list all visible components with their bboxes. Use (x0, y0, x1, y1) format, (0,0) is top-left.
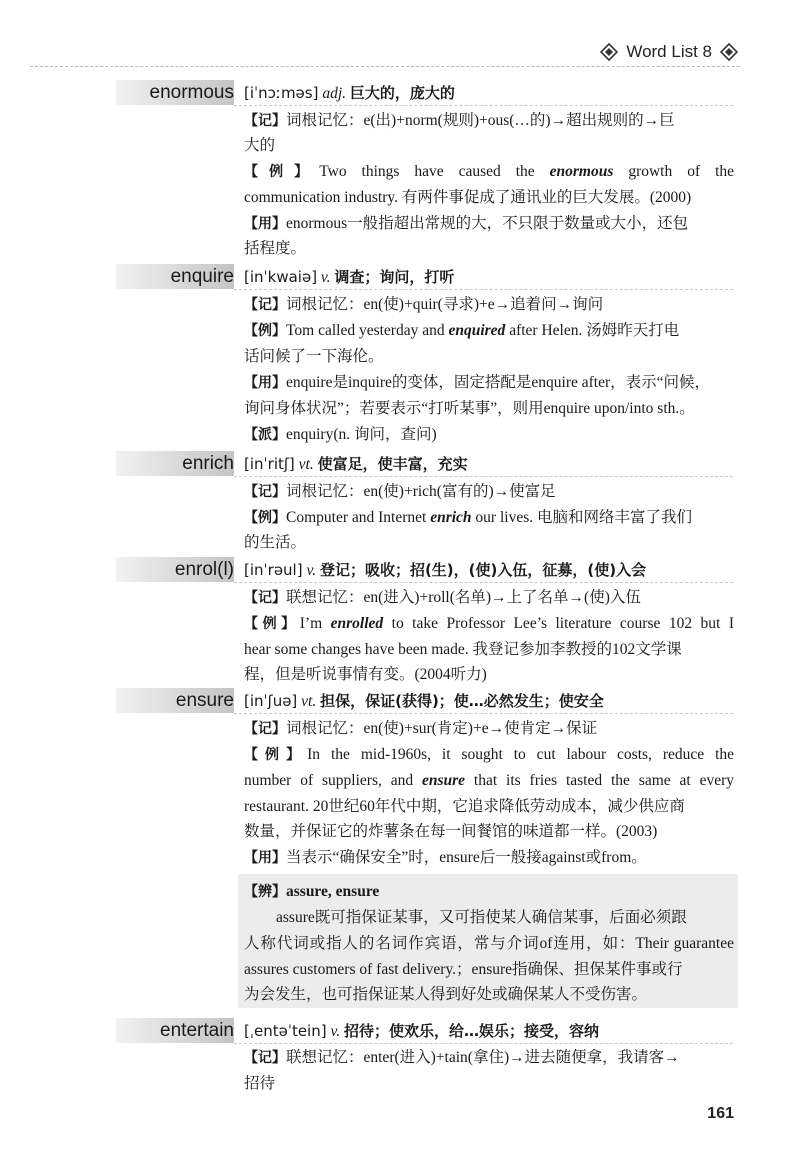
headword-divider (234, 582, 733, 583)
entry-line: 话问候了一下海伦。 (244, 348, 384, 365)
entry-line: 【记】词根记忆：en(使)+rich(富有的)→使富足 (244, 483, 556, 500)
note-line: assures customers of fast delivery.；ensure指确保、担保某件事或行 (244, 961, 683, 978)
header-divider (30, 66, 740, 67)
diamond-ornament-icon (720, 43, 738, 61)
part-of-speech: vt. (298, 456, 314, 473)
pronunciation: [inˈʃuə] (244, 692, 298, 710)
entry-line: 的生活。 (244, 534, 307, 551)
entry-line: 数量，并保证它的炸薯条在每一间餐馆的味道都一样。(2003) (244, 823, 658, 840)
definition: 招待；使欢乐，给…娱乐；接受，容纳 (343, 1022, 599, 1040)
headword: enormous (149, 82, 234, 103)
headword: enrol(l) (174, 559, 234, 580)
entry-definition-line (244, 560, 734, 581)
running-header (600, 40, 738, 64)
headword: ensure (175, 690, 234, 711)
entry-line: 【例】Computer and Internet enrich our lives. 电脑和网络丰富了我们 (244, 509, 692, 526)
headword-divider (234, 105, 733, 106)
note-title-line (244, 882, 734, 902)
entry-line: restaurant. 20世纪60年代中期，它追求降低劳动成本，减少供应商 (244, 798, 685, 815)
entry-definition-line (244, 267, 734, 288)
entry-definition-line (244, 83, 734, 104)
entry-line: 【例】I’m enrolled to take Professor Lee’s literature course 102 but I (244, 615, 734, 632)
entry-line: 【记】联想记忆：enter(进入)+tain(拿住)→进去随便拿，我请客→ (244, 1049, 680, 1066)
entry-line: 【记】词根记忆：en(使)+quir(寻求)+e→追着问→询问 (244, 296, 604, 313)
entry-line: 大的 (244, 137, 276, 154)
diamond-ornament-icon (600, 43, 618, 61)
headword-divider (234, 1043, 733, 1044)
entry-line: 询问身体状况”；若要表示“打听某事”，则用enquire upon/into sth.。 (244, 400, 695, 417)
entry-line: 【用】enormous一般指超出常规的大，不只限于数量或大小，还包 (244, 215, 689, 232)
entry-line: 【记】词根记忆：en(使)+sur(肯定)+e→使肯定→保证 (244, 720, 598, 737)
note-tag: 【辨】 (244, 884, 286, 900)
headword: enrich (182, 453, 234, 474)
note-line: 为会发生，也可指保证某人得到好处或确保某人不受伤害。 (244, 986, 648, 1003)
entry-line: 【用】当表示“确保安全”时，ensure后一般接against或from。 (244, 849, 647, 866)
entry-line: 【例】Tom called yesterday and enquired after Helen. 汤姆昨天打电 (244, 322, 680, 339)
definition: 巨大的，庞大的 (349, 84, 455, 102)
entry-definition-line (244, 1021, 734, 1042)
headword-divider (234, 713, 733, 714)
entry-line: communication industry. 有两件事促成了通讯业的巨大发展。(2000) (244, 189, 692, 206)
definition: 担保，保证(获得)；使…必然发生；使安全 (320, 692, 604, 710)
part-of-speech: v. (320, 269, 331, 286)
entry-line: 招待 (244, 1075, 276, 1092)
note-line: 人称代词或指人的名词作宾语，常与介词of连用，如：Their guarantee (244, 935, 734, 952)
note-title: assure, ensure (286, 883, 380, 900)
entry-line: 【记】联想记忆：en(进入)+roll(名单)→上了名单→(使)入伍 (244, 589, 641, 606)
page-number: 161 (707, 1105, 734, 1122)
pronunciation: [ˌentəˈtein] (244, 1022, 327, 1040)
entry-definition-line (244, 691, 734, 712)
pronunciation: [inˈrəul] (244, 561, 303, 579)
part-of-speech: v. (306, 562, 317, 579)
entry-definition-line (244, 454, 734, 475)
part-of-speech: v. (330, 1023, 341, 1040)
pronunciation: [iˈnɔːməs] (244, 84, 319, 102)
headword: entertain (160, 1020, 234, 1041)
pronunciation: [inˈritʃ] (244, 455, 295, 473)
note-line: assure既可指保证某事，又可指使某人确信某事，后面必须跟 (276, 909, 687, 926)
headword: enquire (170, 266, 234, 287)
entry-line: hear some changes have been made. 我登记参加李教授的102文学课 (244, 641, 682, 658)
definition: 调查；询问，打听 (334, 268, 455, 286)
entry-line: 【例】In the mid-1960s, it sought to cut labour costs, reduce the (244, 746, 734, 763)
definition: 登记；吸收；招(生)，(使)入伍，征募，(使)入会 (319, 561, 647, 579)
part-of-speech: vt. (301, 693, 317, 710)
headword-divider (234, 476, 733, 477)
entry-line: number of suppliers, and ensure that its fries tasted the same at every (244, 772, 734, 789)
part-of-speech: adj. (322, 85, 347, 102)
entry-line: 程，但是听说事情有变。(2004听力) (244, 666, 487, 683)
entry-line: 括程度。 (244, 240, 307, 257)
entry-line: 【例】Two things have caused the enormous growth of the (244, 163, 734, 180)
pronunciation: [inˈkwaiə] (244, 268, 318, 286)
entry-line: 【用】enquire是inquire的变体，固定搭配是enquire after，表示“问候， (244, 374, 711, 391)
entry-line: 【派】enquiry(n. 询问，查问) (244, 426, 437, 443)
word-list-title: Word List 8 (626, 42, 712, 61)
definition: 使富足，使丰富，充实 (317, 455, 468, 473)
headword-divider (234, 289, 733, 290)
entry-line: 【记】词根记忆：e(出)+norm(规则)+ous(…的)→超出规则的→巨 (244, 112, 675, 129)
